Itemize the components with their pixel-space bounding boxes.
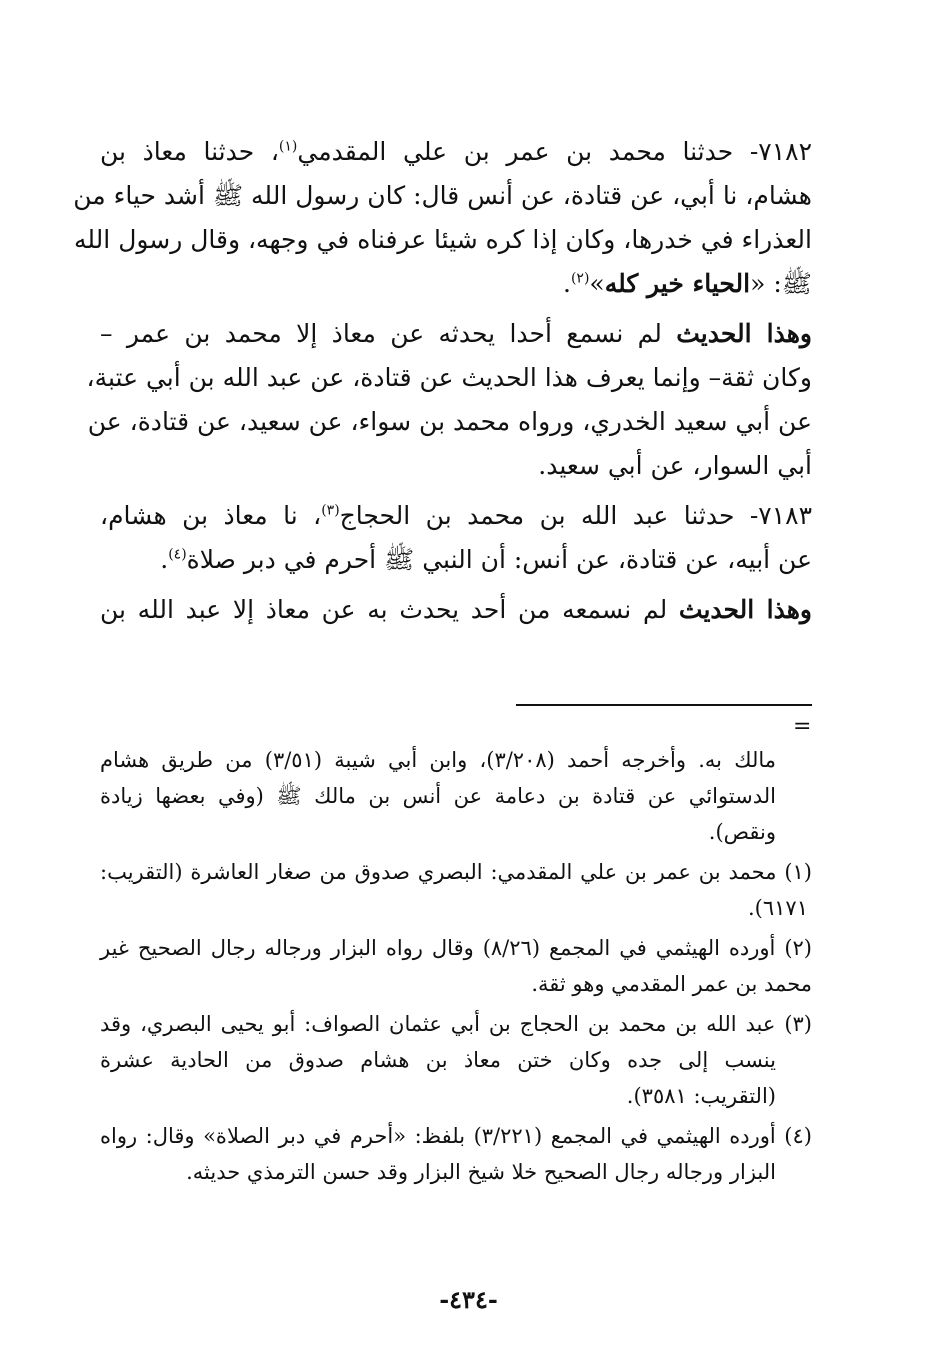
footnote-line: (٤) أورده الهيثمي في المجمع (٣/٢٢١) بلفظ: «أحرم في دبر الصلاة» وقال: رواه [100, 1124, 812, 1148]
bold-lead: وهذا الحديث [678, 595, 813, 624]
footnote-line: مالك به. وأخرجه أحمد (٣/٢٠٨)، وابن أبي شيبة (٣/٥١) من طريق هشام [100, 748, 776, 772]
footnote-continuation [100, 742, 812, 850]
text-run: ، حدثنا معاذ بن [100, 137, 279, 166]
footnote-line: (التقريب: ٣٥٨١). [626, 1084, 776, 1108]
footnote-line: (٣) عبد الله بن محمد بن الحجاج بن أبي عثمان الصواف: أبو يحيى البصري، وقد [100, 1012, 812, 1036]
footnote-line: ٦١٧١). [748, 896, 808, 920]
continuation-marker: = [793, 714, 812, 739]
footnote-4 [100, 1118, 812, 1190]
text-run: ، نا معاذ بن هشام، [100, 501, 322, 530]
text-run: » [589, 269, 605, 298]
hadith-7183-line-1 [100, 494, 812, 538]
hadith-7182-line-4 [100, 262, 812, 306]
footnote-line: (٢) أورده الهيثمي في المجمع (٨/٢٦) وقال رواه البزار ورجاله رجال الصحيح غير [100, 936, 812, 960]
footnote-line: ينسب إلى جده وكان ختن معاذ بن هشام صدوق من الحادية عشرة [100, 1048, 776, 1072]
hadith-7182-line-3: العذراء في خدرها، وكان إذا كره شيئا عرفناه في وجهه، وقال رسول الله [74, 225, 812, 254]
text-run: . [160, 545, 169, 574]
comment-1-line-2: وكان ثقة– وإنما يعرف هذا الحديث عن قتادة، عن عبد الله بن أبي عتبة، [86, 363, 812, 392]
comment-2-line-1 [100, 588, 812, 632]
page-number: -٤٣٤- [439, 1285, 498, 1314]
comment-1-line-4: أبي السوار، عن أبي سعيد. [538, 451, 812, 480]
footnote-line: ونقص). [708, 820, 776, 844]
hadith-7183-line-2 [100, 538, 812, 582]
text-run: ٧١٨٢- حدثنا محمد بن عمر بن علي المقدمي [297, 137, 813, 166]
text-run: ٧١٨٣- حدثنا عبد الله بن محمد بن الحجاج [339, 501, 812, 530]
footnote-separator [516, 704, 812, 706]
hadith-7182-line-1 [100, 130, 812, 174]
text-run: عن أبيه، عن قتادة، عن أنس: أن النبي ﷺ أحرم في دبر صلاة [186, 545, 812, 574]
hadith-7182-line-2: هشام، نا أبي، عن قتادة، عن أنس قال: كان رسول الله ﷺ أشد حياء من [73, 181, 812, 210]
bold-quote: الحياء خير كله [604, 269, 751, 298]
footnote-2 [100, 930, 812, 1002]
footnote-line: محمد بن عمر المقدمي وهو ثقة. [531, 972, 812, 996]
text-run: لم نسمعه من أحد يحدث به عن معاذ إلا عبد الله بن [100, 595, 679, 624]
footnote-ref-2[interactable]: (٢) [570, 270, 590, 287]
footnote-ref-4[interactable]: (٤) [168, 546, 187, 563]
comment-1-line-3: عن أبي سعيد الخدري، ورواه محمد بن سواء، عن سعيد، عن قتادة، عن [87, 407, 812, 436]
footnote-line: (١) محمد بن عمر بن علي المقدمي: البصري صدوق من صغار العاشرة (التقريب: [100, 860, 812, 884]
footnote-line: البزار ورجاله رجال الصحيح خلا شيخ البزار وقد حسن الترمذي حديثه. [186, 1160, 776, 1184]
text-run: لم نسمع أحدا يحدثه عن معاذ إلا محمد بن عمر – [100, 319, 677, 348]
footnote-line: الدستوائي عن قتادة بن دعامة عن أنس بن مالك ﷺ (وفي بعضها زيادة [100, 784, 776, 808]
text-run: . [563, 269, 571, 298]
bold-lead: وهذا الحديث [676, 319, 812, 348]
main-text [73, 130, 813, 632]
footnote-3 [100, 1006, 812, 1114]
text-run: ﷺ: « [750, 269, 812, 298]
comment-1-line-1 [100, 312, 812, 356]
footnotes [100, 742, 812, 1190]
footnote-ref-3[interactable]: (٣) [321, 502, 340, 519]
footnote-ref-1[interactable]: (١) [278, 138, 298, 155]
footnote-1 [100, 854, 812, 926]
